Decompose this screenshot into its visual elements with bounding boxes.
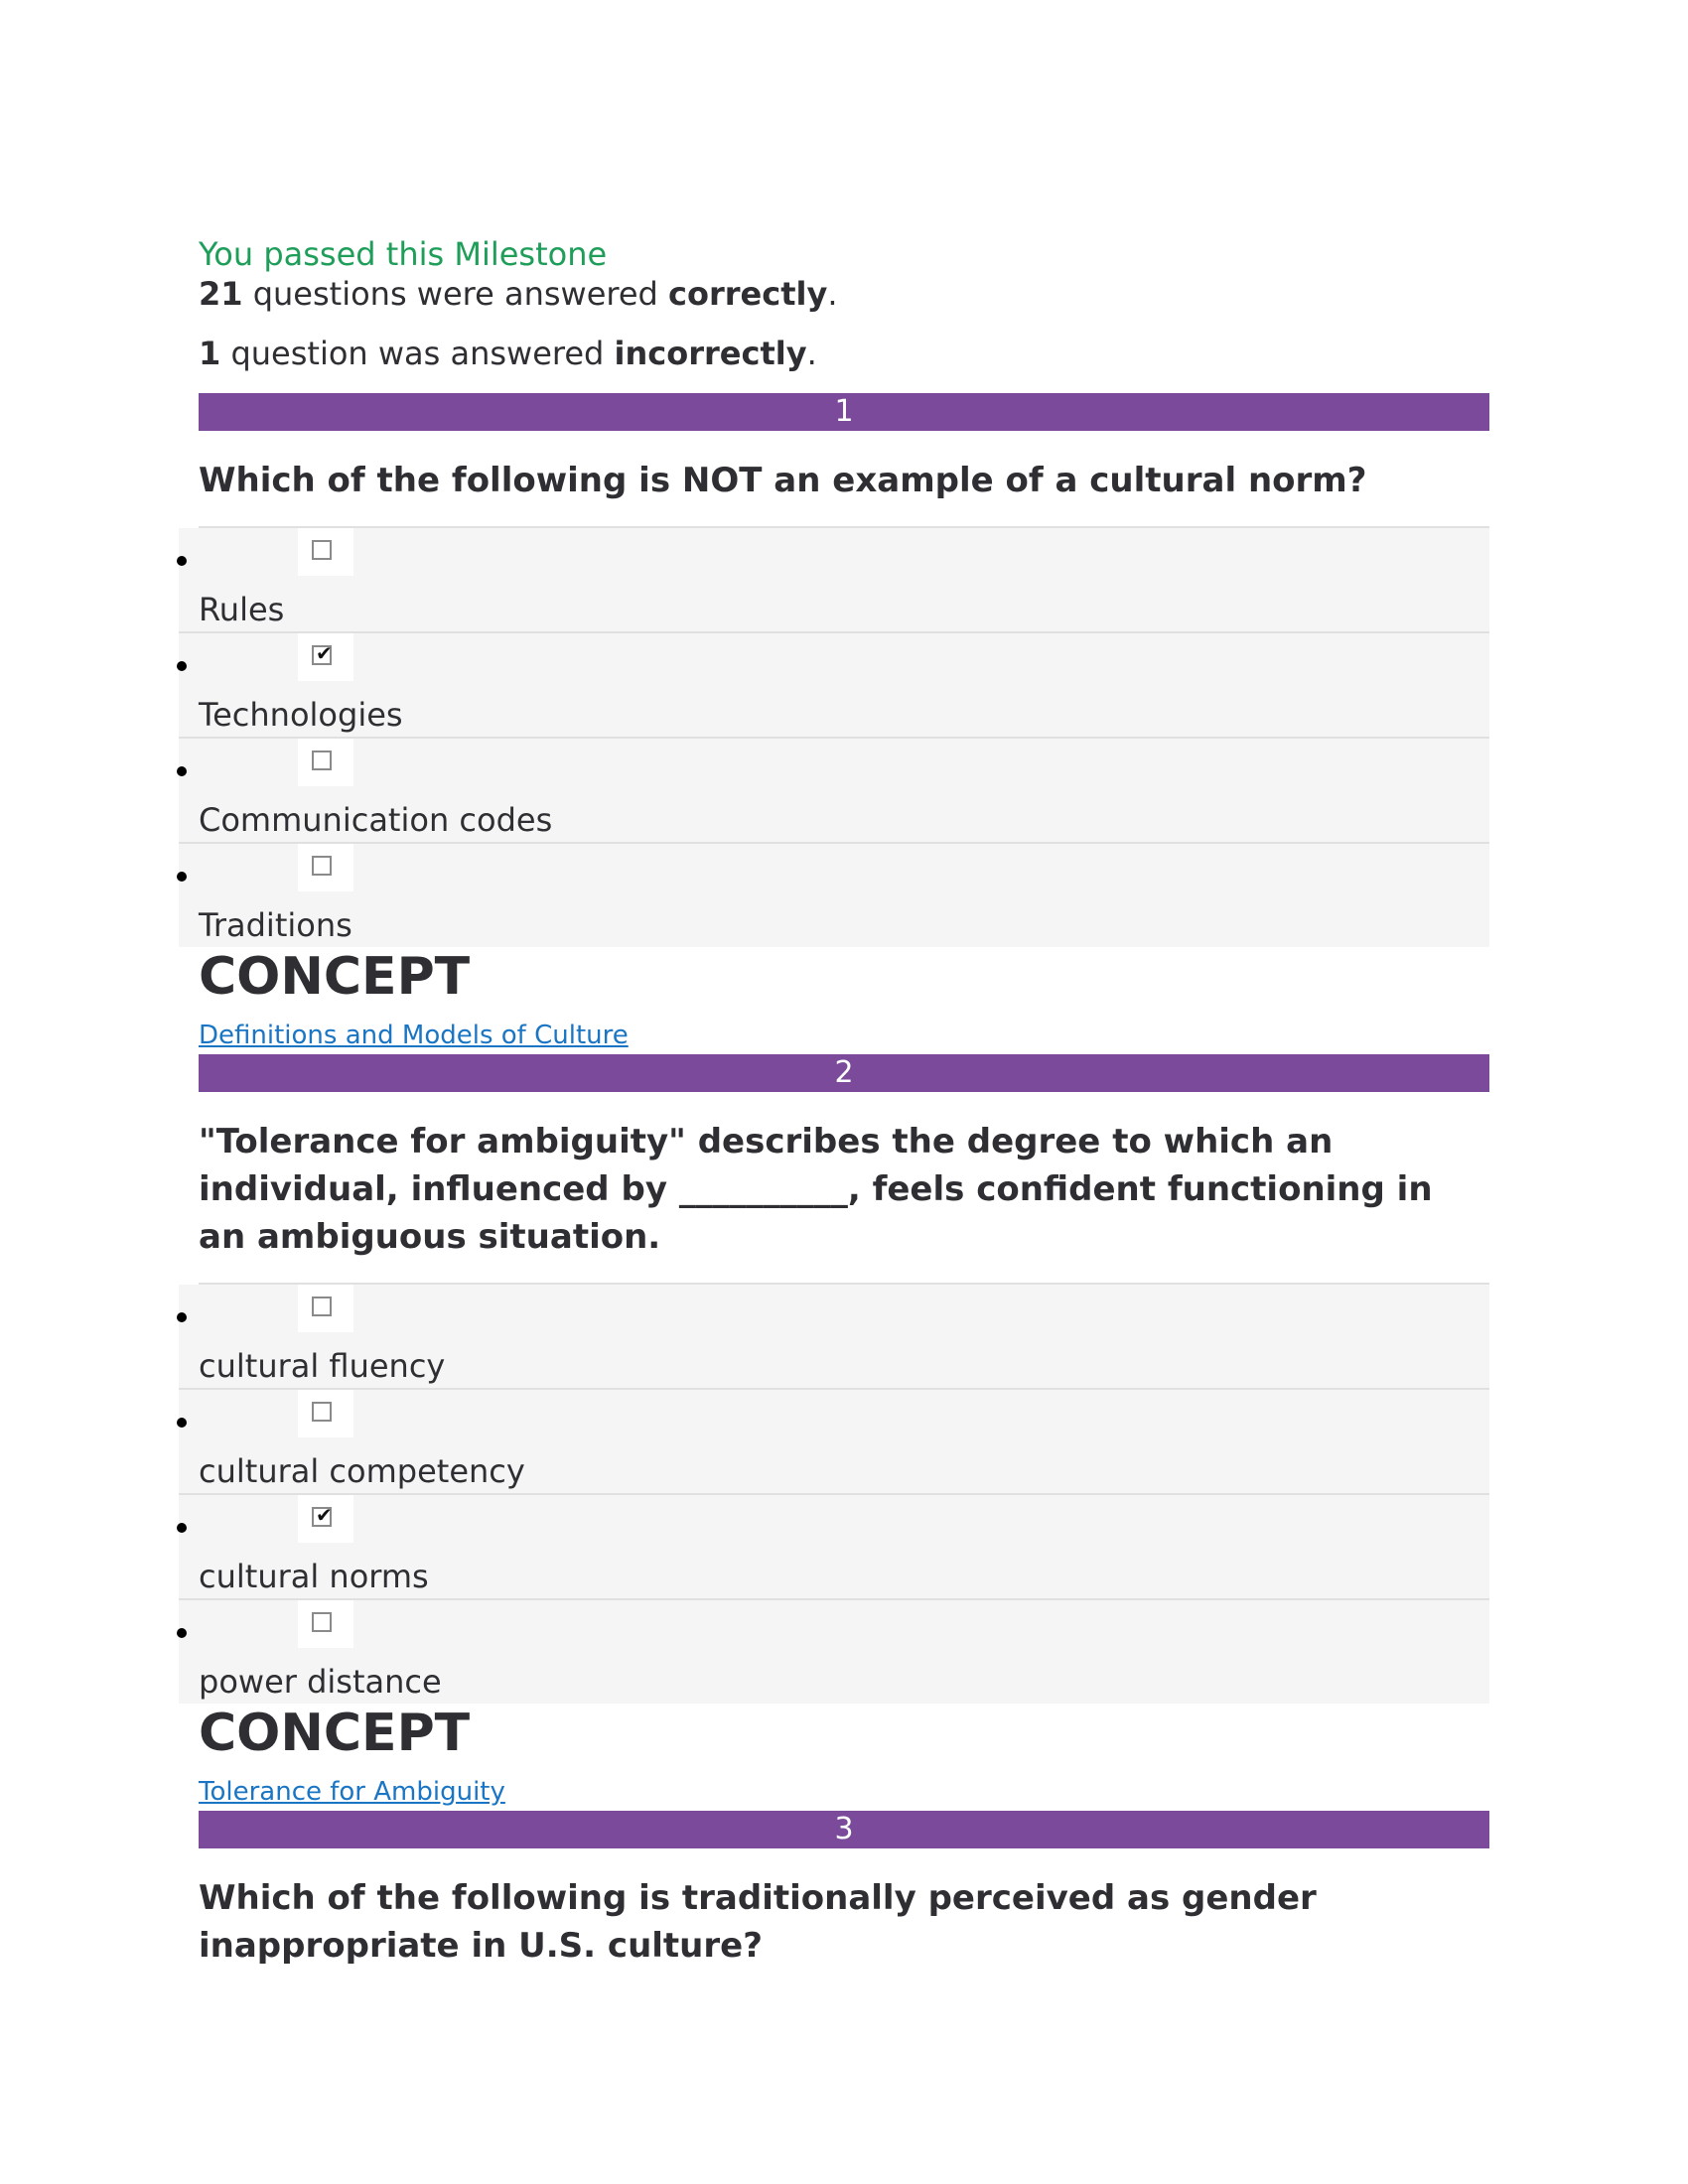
answer-choice[interactable] bbox=[179, 1285, 1489, 1390]
concept-heading: CONCEPT bbox=[199, 1704, 471, 1763]
choice-label: power distance bbox=[199, 1663, 442, 1701]
checkbox[interactable] bbox=[312, 1402, 332, 1422]
choice-label: Technologies bbox=[199, 696, 403, 734]
question-number-bar: 2 bbox=[199, 1054, 1489, 1092]
answer-choice[interactable] bbox=[179, 1390, 1489, 1495]
checkbox-container bbox=[298, 1600, 353, 1648]
answer-choices bbox=[199, 1285, 1489, 1704]
answer-choice[interactable] bbox=[179, 1600, 1489, 1704]
checkbox[interactable] bbox=[312, 540, 332, 560]
checkbox-container bbox=[298, 844, 353, 891]
bullet-icon bbox=[177, 1418, 187, 1428]
choice-label: Communication codes bbox=[199, 801, 553, 839]
checkbox-checked[interactable] bbox=[312, 1503, 333, 1527]
checkmark-icon: ✔ bbox=[316, 1503, 333, 1527]
period: . bbox=[806, 335, 817, 372]
answer-choices bbox=[199, 528, 1489, 947]
checkbox-container bbox=[298, 1285, 353, 1332]
concept-heading: CONCEPT bbox=[199, 947, 471, 1007]
incorrect-count: 1 bbox=[199, 335, 221, 372]
question-text: Which of the following is NOT an example of a cultural norm? bbox=[199, 431, 1489, 528]
choice-label: Traditions bbox=[199, 906, 352, 944]
bullet-icon bbox=[177, 1628, 187, 1638]
answer-choice[interactable] bbox=[179, 1495, 1489, 1600]
checkmark-icon: ✔ bbox=[316, 641, 333, 665]
correct-word: correctly bbox=[668, 275, 828, 313]
question-text: Which of the following is traditionally perceived as gender inappropriate in U.S. culture? bbox=[199, 1878, 1317, 1966]
answer-choice[interactable] bbox=[179, 844, 1489, 947]
bullet-icon bbox=[177, 1312, 187, 1322]
period: . bbox=[827, 275, 838, 313]
correct-count: 21 bbox=[199, 275, 243, 313]
bullet-icon bbox=[177, 556, 187, 566]
bullet-icon bbox=[177, 872, 187, 882]
choice-label: cultural competency bbox=[199, 1452, 525, 1490]
checkbox-container bbox=[298, 1495, 353, 1543]
question-number-bar: 3 bbox=[199, 1811, 1489, 1848]
checkbox-container bbox=[298, 528, 353, 576]
milestone-results bbox=[199, 234, 1489, 1991]
checkbox[interactable] bbox=[312, 1297, 332, 1316]
bullet-icon bbox=[177, 661, 187, 671]
checkbox-container bbox=[298, 1390, 353, 1437]
answer-choice[interactable] bbox=[179, 633, 1489, 739]
choice-label: cultural fluency bbox=[199, 1347, 446, 1385]
checkbox-checked[interactable] bbox=[312, 641, 333, 665]
bullet-icon bbox=[177, 1523, 187, 1533]
choice-label: cultural norms bbox=[199, 1558, 429, 1595]
incorrect-word: incorrectly bbox=[614, 335, 807, 372]
checkbox[interactable] bbox=[312, 856, 332, 876]
choice-label: Rules bbox=[199, 591, 285, 628]
concept-link[interactable]: Definitions and Models of Culture bbox=[199, 1021, 629, 1050]
checkbox-container bbox=[298, 739, 353, 786]
answer-choice[interactable] bbox=[179, 528, 1489, 633]
question-text: "Tolerance for ambiguity" describes the degree to which an individual, influenced by __________, feels confident functioning in an ambiguous situation. bbox=[199, 1092, 1489, 1285]
bullet-icon bbox=[177, 766, 187, 776]
incorrect-summary bbox=[199, 334, 1489, 373]
pass-status: You passed this Milestone bbox=[199, 235, 608, 273]
checkbox[interactable] bbox=[312, 1612, 332, 1632]
correct-summary bbox=[199, 274, 1489, 314]
checkbox[interactable] bbox=[312, 751, 332, 770]
checkbox-container bbox=[298, 633, 353, 681]
question-number-bar: 1 bbox=[199, 393, 1489, 431]
concept-link[interactable]: Tolerance for Ambiguity bbox=[199, 1777, 505, 1807]
correct-summary-text: questions were answered bbox=[242, 275, 669, 313]
answer-choice[interactable] bbox=[179, 739, 1489, 844]
incorrect-summary-text: question was answered bbox=[220, 335, 615, 372]
